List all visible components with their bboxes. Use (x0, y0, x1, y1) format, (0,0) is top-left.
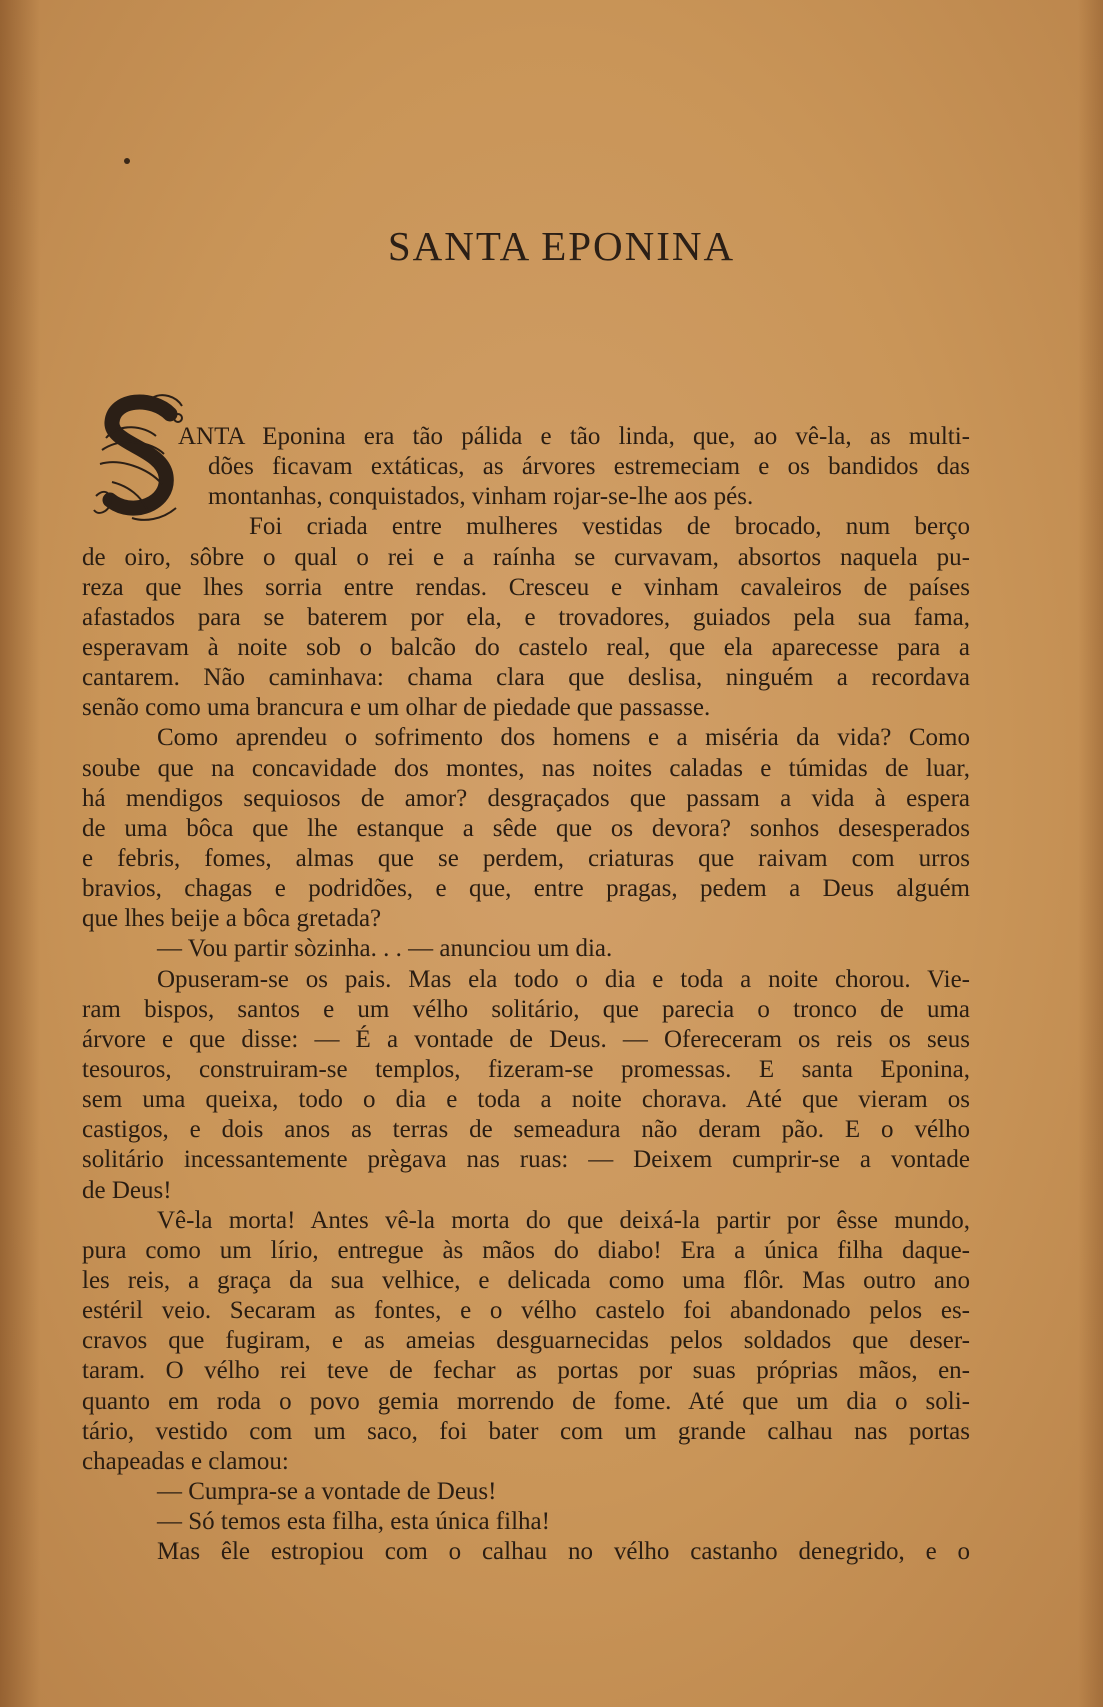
text-line: de oiro, sôbre o qual o rei e a raínha se curvavam, absortos naquela pu- (82, 543, 970, 571)
text-line: montanhas, conquistados, vinham rojar-se-lhe aos pés. (208, 483, 754, 511)
text-line: de Deus! (82, 1176, 172, 1204)
text-line: Vê-la morta! Antes vê-la morta do que deixá-la partir por êsse mundo, (157, 1206, 970, 1234)
text-line: quanto em roda o povo gemia morrendo de fome. Até que um dia o soli- (82, 1387, 970, 1415)
text-line: há mendigos sequiosos de amor? desgraçados que passam a vida à espera (82, 784, 970, 812)
text-line: cantarem. Não caminhava: chama clara que deslisa, ninguém a recordava (82, 664, 970, 692)
text-line: reza que lhes sorria entre rendas. Cresceu e vinham cavaleiros de países (82, 573, 970, 601)
text-line: Opuseram-se os pais. Mas ela todo o dia e toda a noite chorou. Vie- (157, 965, 970, 993)
text-line: Como aprendeu o sofrimento dos homens e a miséria da vida? Como (157, 724, 970, 752)
chapter-title: SANTA EPONINA (387, 223, 736, 269)
text-line: solitário incessantemente prègava nas ruas: — Deixem cumprir-se a vontade (82, 1146, 970, 1174)
text-line: bravios, chagas e podridões, e que, entre pragas, pedem a Deus alguém (82, 875, 970, 903)
text-line: Foi criada entre mulheres vestidas de brocado, num berço (249, 513, 970, 541)
text-line: ANTA Eponina era tão pálida e tão linda, que, ao vê-la, as multi- (178, 423, 970, 450)
text-line: árvore e que disse: — É a vontade de Deus. — Ofereceram os reis os seus (82, 1025, 970, 1053)
text-line: les reis, a graça da sua velhice, e delicada como uma flôr. Mas outro ano (82, 1266, 970, 1294)
text-line: tário, vestido com um saco, foi bater com um grande calhau nas portas (82, 1417, 970, 1445)
text-line: que lhes beije a bôca gretada? (82, 905, 382, 933)
text-line: pura como um lírio, entregue às mãos do diabo! Era a única filha daque- (82, 1236, 970, 1264)
text-line: — Vou partir sòzinha. . . — anunciou um dia. (157, 935, 613, 963)
text-line: cravos que fugiram, e as ameias desguarnecidas pelos soldados que deser- (82, 1327, 970, 1355)
text-line: soube que na concavidade dos montes, nas noites caladas e túmidas de luar, (82, 754, 970, 782)
text-line: afastados para se baterem por ela, e trovadores, guiados pela sua fama, (82, 603, 970, 631)
text-line: tesouros, construiram-se templos, fizeram-se promessas. E santa Eponina, (82, 1055, 970, 1083)
text-line: esperavam à noite sob o balcão do castelo real, que ela aparecesse para a (82, 633, 970, 661)
text-line: dões ficavam extáticas, as árvores estremeciam e os bandidos das (208, 453, 970, 481)
ink-spot (124, 158, 130, 164)
text-line: ram bispos, santos e um vélho solitário, que parecia o tronco de uma (82, 995, 970, 1023)
text-line: Mas êle estropiou com o calhau no vélho castanho denegrido, e o (157, 1538, 970, 1566)
text-line: — Só temos esta filha, esta única filha! (157, 1508, 550, 1536)
text-line: — Cumpra-se a vontade de Deus! (157, 1477, 497, 1505)
text-line: sem uma queixa, todo o dia e toda a noite chorava. Até que vieram os (82, 1086, 970, 1114)
text-line: chapeadas e clamou: (82, 1447, 289, 1475)
text-line: senão como uma brancura e um olhar de piedade que passasse. (82, 694, 711, 722)
text-line: castigos, e dois anos as terras de semeadura não deram pão. E o vélho (82, 1116, 970, 1144)
text-line: estéril veio. Secaram as fontes, e o vélho castelo foi abandonado pelos es- (82, 1297, 970, 1325)
body-text (82, 422, 970, 1567)
text-line: e febris, fomes, almas que se perdem, criaturas que raivam com urros (82, 844, 970, 872)
text-line: de uma bôca que lhe estanque a sêde que os devora? sonhos desesperados (82, 814, 970, 842)
text-line: taram. O vélho rei teve de fechar as portas por suas próprias mãos, en- (82, 1357, 970, 1385)
